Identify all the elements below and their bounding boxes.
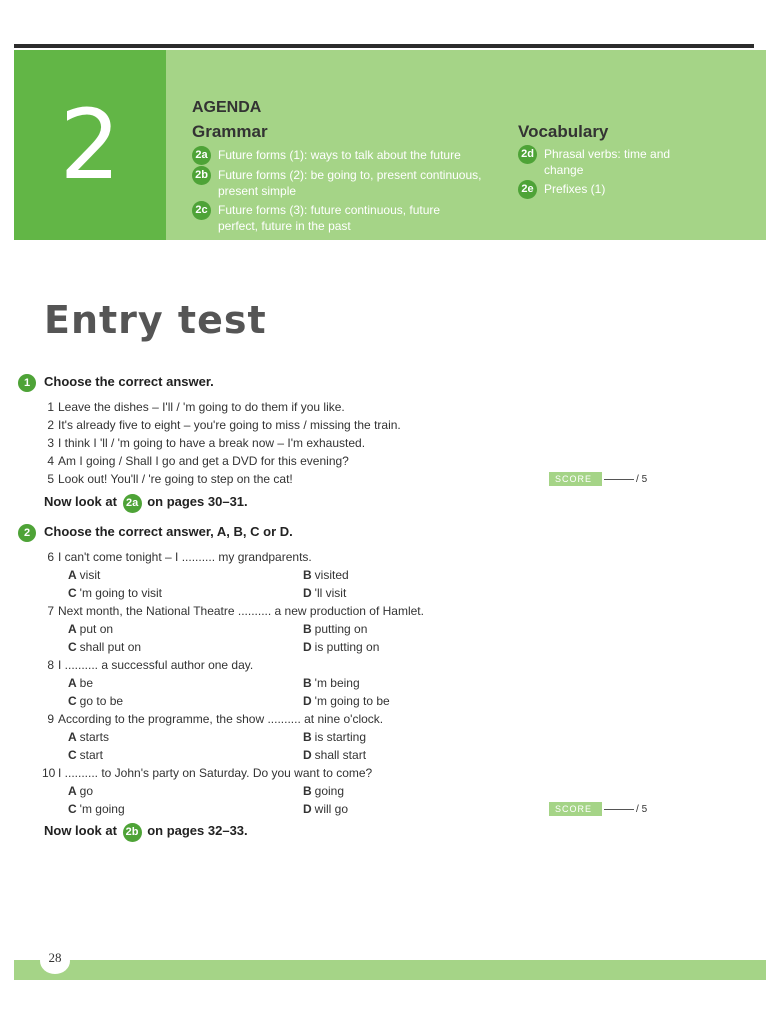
top-rule (14, 44, 754, 48)
question-7: 7 Next month, the National Theatre .......... a new production of Hamlet. (47, 604, 424, 618)
grammar-item-text: Future forms (1): ways to talk about the future (218, 148, 461, 162)
option-a: A be (68, 676, 94, 690)
section-badge: 2b (192, 166, 211, 185)
option-d: D is putting on (303, 640, 380, 654)
option-b: B is starting (303, 730, 367, 744)
option-a: A visit (68, 568, 101, 582)
score-label: SCORE (549, 472, 602, 486)
grammar-heading: Grammar (192, 122, 268, 141)
look-at-link-2: Now look at 2b on pages 32–33. (44, 823, 248, 842)
section-badge: 2a (123, 494, 142, 513)
section-instruction: Choose the correct answer. (44, 374, 214, 389)
question-9: 9 According to the programme, the show .......... at nine o'clock. (47, 712, 384, 726)
section-badge: 2e (518, 180, 537, 199)
unit-header (14, 50, 766, 240)
vocab-item-2e (518, 181, 698, 197)
option-b: B visited (303, 568, 349, 582)
option-c: C 'm going to visit (68, 586, 162, 600)
grammar-item-text: Future forms (2): be going to, present continuous, present simple (218, 168, 482, 198)
option-d: D 'll visit (303, 586, 347, 600)
question-2: 2 It's already five to eight – you're going to miss / missing the train. (47, 418, 401, 432)
footer-band (14, 960, 766, 980)
grammar-item-2b (192, 167, 482, 199)
section-2-heading (18, 524, 293, 542)
option-c: C 'm going (68, 802, 125, 816)
section-number: 1 (18, 374, 36, 392)
section-badge: 2c (192, 201, 211, 220)
score-box-1 (549, 472, 647, 486)
option-c: C shall put on (68, 640, 142, 654)
section-badge: 2d (518, 145, 537, 164)
section-badge: 2a (192, 146, 211, 165)
score-total: / 5 (636, 473, 648, 485)
question-5: 5 Look out! You'll / 're going to step on the cat! (47, 472, 293, 486)
option-c: C start (68, 748, 104, 762)
question-1: 1 Leave the dishes – I'll / 'm going to do them if you like. (47, 400, 345, 414)
option-c: C go to be (68, 694, 124, 708)
section-badge: 2b (123, 823, 142, 842)
agenda-label: AGENDA (192, 99, 262, 116)
question-6: 6 I can't come tonight – I .......... my grandparents. (47, 550, 312, 564)
page-number: 28 (40, 948, 70, 974)
look-at-link-1: Now look at 2a on pages 30–31. (44, 494, 248, 513)
unit-number: 2 (14, 50, 166, 240)
section-instruction: Choose the correct answer, A, B, C or D. (44, 524, 293, 539)
question-8: 8 I .......... a successful author one day. (47, 658, 254, 672)
option-a: A put on (68, 622, 114, 636)
vocab-item-text: Phrasal verbs: time and change (544, 147, 671, 177)
score-blank (604, 479, 634, 480)
option-d: D shall start (303, 748, 367, 762)
score-box-2 (549, 802, 647, 816)
option-a: A go (68, 784, 94, 798)
grammar-item-2c (192, 202, 482, 234)
page-title: Entry test (44, 298, 267, 342)
score-label: SCORE (549, 802, 602, 816)
grammar-item-text: Future forms (3): future continuous, future perfect, future in the past (218, 203, 441, 233)
option-d: D 'm going to be (303, 694, 390, 708)
option-b: B putting on (303, 622, 368, 636)
vocab-item-text: Prefixes (1) (544, 182, 606, 196)
question-3: 3 I think I 'll / 'm going to have a break now – I'm exhausted. (47, 436, 366, 450)
question-4: 4 Am I going / Shall I go and get a DVD for this evening? (47, 454, 349, 468)
vocab-item-2d (518, 146, 698, 178)
option-b: B 'm being (303, 676, 360, 690)
grammar-item-2a (192, 147, 502, 163)
score-total: / 5 (636, 803, 648, 815)
option-d: D will go (303, 802, 349, 816)
option-b: B going (303, 784, 345, 798)
score-blank (604, 809, 634, 810)
question-10: 10 I .......... to John's party on Saturday. Do you want to come? (42, 766, 373, 780)
vocabulary-heading: Vocabulary (518, 122, 609, 141)
option-a: A starts (68, 730, 110, 744)
section-number: 2 (18, 524, 36, 542)
section-1-heading (18, 374, 214, 392)
